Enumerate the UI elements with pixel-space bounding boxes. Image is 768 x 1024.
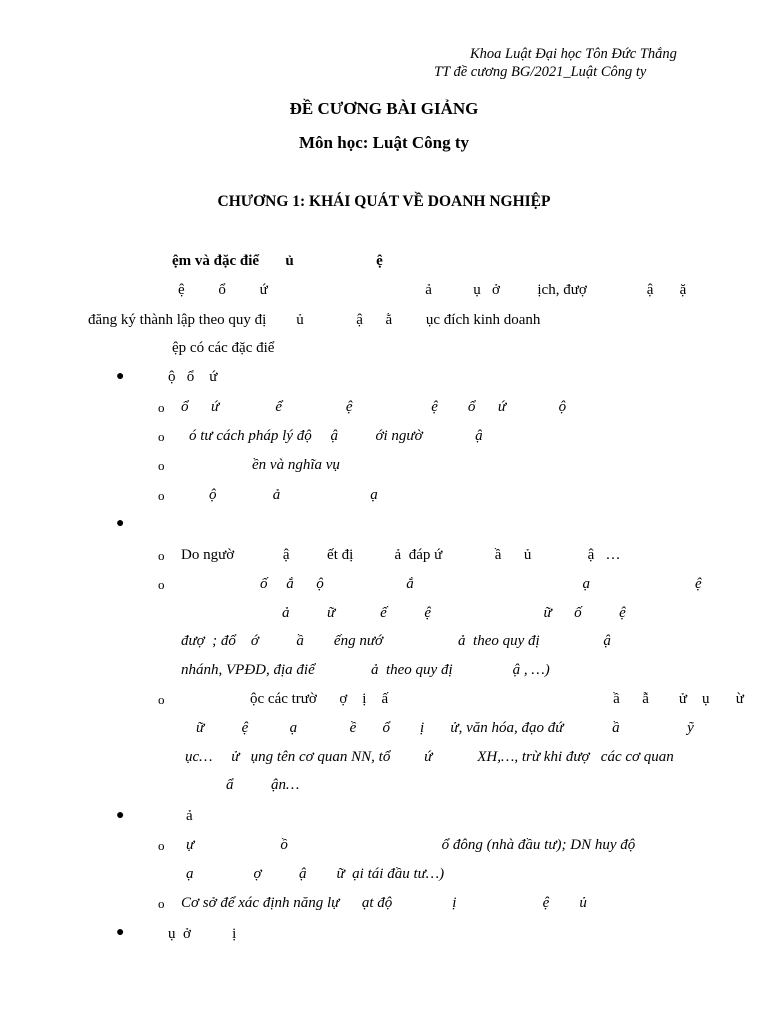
header-institution: Khoa Luật Đại học Tôn Đức Thắng bbox=[470, 46, 677, 62]
bullet-1-item-1: ổ ứ ể ệ ệ ổ ứ ộ bbox=[181, 399, 567, 415]
bullet-4-title: ụ ở ị bbox=[168, 926, 237, 942]
bullet-1-item-2: ó tư cách pháp lý độ ậ ới ngườ ậ bbox=[189, 428, 483, 444]
sub-bullet-icon: o bbox=[158, 896, 165, 911]
bullet-2-item-3-line-2: ữ ệ ạ ề ổ ị ử, văn hóa, đạo đứ ầ ỹ bbox=[196, 720, 694, 736]
bullet-3-title: ả bbox=[186, 808, 193, 824]
bullet-3-item-1-line-1: ự ồ ổ đông (nhà đầu tư); DN huy độ bbox=[186, 837, 636, 853]
sub-bullet-icon: o bbox=[158, 692, 165, 707]
bullet-1-item-4: ộ ả ạ bbox=[209, 487, 378, 503]
bullet-2-item-3-line-4: ẩ ận… bbox=[226, 777, 300, 793]
section-heading: ệm và đặc điể ủ ệ bbox=[172, 253, 383, 269]
bullet-icon: ● bbox=[116, 925, 125, 940]
bullet-1-item-3: ền và nghĩa vụ bbox=[252, 457, 340, 473]
bullet-2-item-1-line-1: Do ngườ ậ ết đị ả đáp ứ ầ ủ ậ … bbox=[181, 547, 621, 563]
sub-bullet-icon: o bbox=[158, 838, 165, 853]
sub-bullet-icon: o bbox=[158, 400, 165, 415]
sub-bullet-icon: o bbox=[158, 577, 165, 592]
header-document-code: TT đề cương BG/2021_Luật Công ty bbox=[434, 64, 647, 80]
bullet-2-item-2-line-1: ố ắ ộ ắ ạ ệ bbox=[260, 576, 702, 592]
bullet-icon: ● bbox=[116, 369, 125, 384]
bullet-1-title: ộ ổ ứ bbox=[168, 369, 218, 385]
sub-bullet-icon: o bbox=[158, 548, 165, 563]
bullet-icon: ● bbox=[116, 808, 125, 823]
paragraph-line-3: ệp có các đặc điể bbox=[172, 340, 275, 356]
bullet-2-item-2-line-4: nhánh, VPĐD, địa điể ả theo quy đị ậ , …) bbox=[181, 662, 550, 678]
bullet-3-item-1-line-2: ạ ợ ậ ữ ại tái đầu tư…) bbox=[186, 866, 445, 882]
bullet-icon: ● bbox=[116, 516, 125, 531]
bullet-2-item-2-line-2: ả ữ ế ệ ữ ố ệ bbox=[282, 605, 626, 621]
bullet-2-item-3-line-1: ộc các trườ ợ ị ấ ầ ẫ ử ụ ừ bbox=[250, 691, 744, 707]
sub-bullet-icon: o bbox=[158, 488, 165, 503]
paragraph-line-2: đăng ký thành lập theo quy đị ủ ậ ằ ục đích kinh doanh bbox=[88, 312, 541, 328]
bullet-2-item-3-line-3: ục… ử ụng tên cơ quan NN, tổ ứ XH,…, trừ khi đượ các cơ quan bbox=[185, 749, 674, 765]
chapter-heading: CHƯƠNG 1: KHÁI QUÁT VỀ DOANH NGHIỆP bbox=[217, 193, 551, 210]
bullet-3-item-2-line-1: Cơ sở để xác định năng lự ạt độ ị ệ ủ bbox=[181, 895, 587, 911]
bullet-2-item-2-line-3: đượ ; đổ ớ ầ ếng nướ ả theo quy đị ậ bbox=[181, 633, 611, 649]
document-title: ĐỀ CƯƠNG BÀI GIẢNG bbox=[289, 99, 479, 118]
subject-title: Môn học: Luật Công ty bbox=[298, 133, 469, 152]
sub-bullet-icon: o bbox=[158, 458, 165, 473]
paragraph-line-1: ệ ổ ứ ả ụ ở ịch, đượ ậ ặ bbox=[178, 282, 687, 298]
sub-bullet-icon: o bbox=[158, 429, 165, 444]
